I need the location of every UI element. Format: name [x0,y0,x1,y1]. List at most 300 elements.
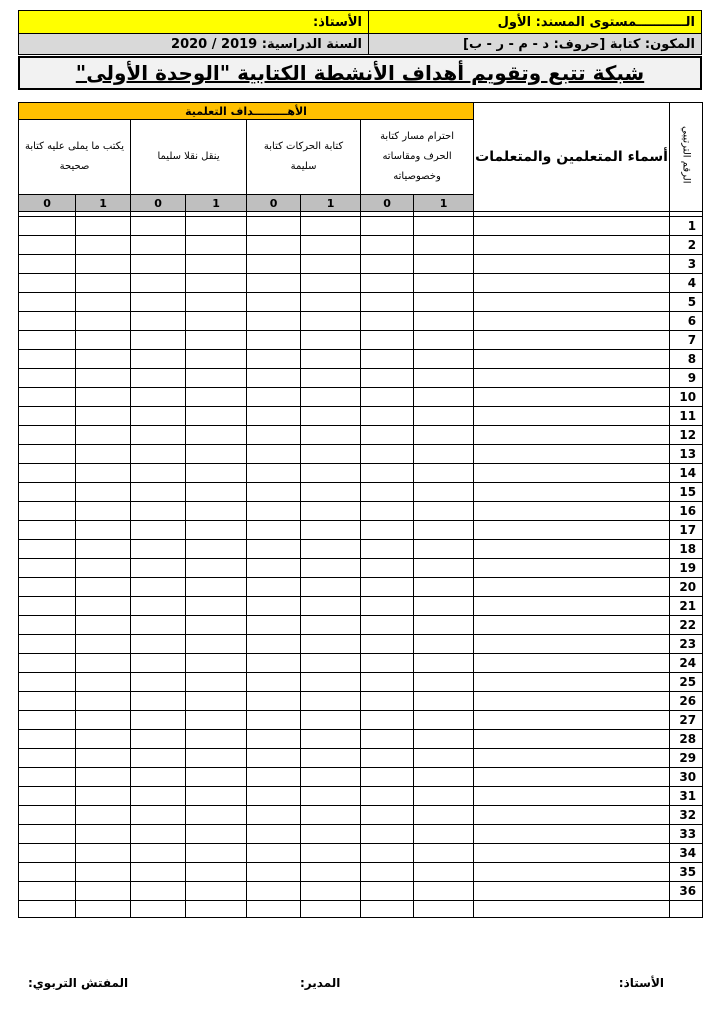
score-cell[interactable] [186,521,247,540]
score-cell[interactable] [301,540,361,559]
score-cell[interactable] [76,217,131,236]
score-cell[interactable] [131,711,186,730]
score-cell[interactable] [131,312,186,331]
score-cell[interactable] [19,369,76,388]
score-cell[interactable] [19,236,76,255]
score-cell[interactable] [361,388,414,407]
score-cell[interactable] [131,787,186,806]
score-cell[interactable] [19,844,76,863]
score-cell[interactable] [414,711,474,730]
score-cell[interactable] [414,540,474,559]
score-cell[interactable] [301,692,361,711]
student-name-cell[interactable] [474,806,670,825]
score-cell[interactable] [76,711,131,730]
score-cell[interactable] [247,217,301,236]
score-cell[interactable] [76,578,131,597]
student-name-cell[interactable] [474,540,670,559]
score-cell[interactable] [361,312,414,331]
score-cell[interactable] [361,711,414,730]
score-cell[interactable] [247,730,301,749]
score-cell[interactable] [131,559,186,578]
student-name-cell[interactable] [474,787,670,806]
student-name-cell[interactable] [474,407,670,426]
score-cell[interactable] [247,445,301,464]
score-cell[interactable] [186,749,247,768]
score-cell[interactable] [301,388,361,407]
score-cell[interactable] [414,749,474,768]
score-cell[interactable] [186,673,247,692]
student-name-cell[interactable] [474,844,670,863]
score-cell[interactable] [186,407,247,426]
score-cell[interactable] [247,464,301,483]
score-cell[interactable] [76,654,131,673]
score-cell[interactable] [301,844,361,863]
score-cell[interactable] [414,863,474,882]
student-name-cell[interactable] [474,255,670,274]
student-name-cell[interactable] [474,597,670,616]
score-cell[interactable] [186,635,247,654]
score-cell[interactable] [186,540,247,559]
score-cell[interactable] [301,635,361,654]
score-cell[interactable] [301,483,361,502]
score-cell[interactable] [186,825,247,844]
score-cell[interactable] [247,635,301,654]
student-name-cell[interactable] [474,882,670,901]
score-cell[interactable] [76,768,131,787]
score-cell[interactable] [76,749,131,768]
score-cell[interactable] [247,749,301,768]
score-cell[interactable] [186,806,247,825]
score-cell[interactable] [301,502,361,521]
score-cell[interactable] [19,768,76,787]
score-cell[interactable] [76,293,131,312]
score-cell[interactable] [19,255,76,274]
score-cell[interactable] [186,464,247,483]
score-cell[interactable] [247,768,301,787]
score-cell[interactable] [76,236,131,255]
score-cell[interactable] [19,578,76,597]
score-cell[interactable] [414,844,474,863]
score-cell[interactable] [247,597,301,616]
score-cell[interactable] [414,274,474,293]
score-cell[interactable] [361,483,414,502]
score-cell[interactable] [131,578,186,597]
score-cell[interactable] [361,730,414,749]
score-cell[interactable] [247,559,301,578]
score-cell[interactable] [76,426,131,445]
score-cell[interactable] [414,407,474,426]
score-cell[interactable] [131,369,186,388]
score-cell[interactable] [76,692,131,711]
score-cell[interactable] [19,787,76,806]
score-cell[interactable] [186,578,247,597]
student-name-cell[interactable] [474,692,670,711]
score-cell[interactable] [301,787,361,806]
score-cell[interactable] [247,654,301,673]
score-cell[interactable] [361,844,414,863]
score-cell[interactable] [247,426,301,445]
score-cell[interactable] [76,540,131,559]
score-cell[interactable] [76,312,131,331]
score-cell[interactable] [131,255,186,274]
score-cell[interactable] [186,692,247,711]
score-cell[interactable] [186,236,247,255]
score-cell[interactable] [186,331,247,350]
score-cell[interactable] [301,217,361,236]
score-cell[interactable] [131,445,186,464]
score-cell[interactable] [19,673,76,692]
score-cell[interactable] [19,483,76,502]
score-cell[interactable] [301,578,361,597]
score-cell[interactable] [19,350,76,369]
score-cell[interactable] [19,559,76,578]
score-cell[interactable] [131,825,186,844]
score-cell[interactable] [301,863,361,882]
score-cell[interactable] [19,331,76,350]
student-name-cell[interactable] [474,673,670,692]
student-name-cell[interactable] [474,217,670,236]
score-cell[interactable] [131,692,186,711]
score-cell[interactable] [301,597,361,616]
score-cell[interactable] [131,521,186,540]
score-cell[interactable] [247,692,301,711]
score-cell[interactable] [301,236,361,255]
score-cell[interactable] [76,806,131,825]
score-cell[interactable] [76,502,131,521]
score-cell[interactable] [19,882,76,901]
student-name-cell[interactable] [474,749,670,768]
score-cell[interactable] [76,882,131,901]
score-cell[interactable] [131,217,186,236]
score-cell[interactable] [247,350,301,369]
score-cell[interactable] [131,616,186,635]
student-name-cell[interactable] [474,236,670,255]
student-name-cell[interactable] [474,369,670,388]
score-cell[interactable] [186,255,247,274]
score-cell[interactable] [301,464,361,483]
student-name-cell[interactable] [474,730,670,749]
score-cell[interactable] [301,255,361,274]
score-cell[interactable] [19,445,76,464]
score-cell[interactable] [19,388,76,407]
score-cell[interactable] [414,312,474,331]
score-cell[interactable] [247,825,301,844]
score-cell[interactable] [301,616,361,635]
score-cell[interactable] [361,445,414,464]
score-cell[interactable] [186,844,247,863]
score-cell[interactable] [301,673,361,692]
score-cell[interactable] [186,559,247,578]
score-cell[interactable] [131,597,186,616]
score-cell[interactable] [131,407,186,426]
score-cell[interactable] [361,749,414,768]
student-name-cell[interactable] [474,312,670,331]
score-cell[interactable] [301,293,361,312]
score-cell[interactable] [361,274,414,293]
score-cell[interactable] [186,882,247,901]
score-cell[interactable] [414,597,474,616]
student-name-cell[interactable] [474,331,670,350]
score-cell[interactable] [131,464,186,483]
score-cell[interactable] [76,483,131,502]
score-cell[interactable] [361,597,414,616]
score-cell[interactable] [247,673,301,692]
score-cell[interactable] [414,768,474,787]
score-cell[interactable] [414,255,474,274]
score-cell[interactable] [19,293,76,312]
score-cell[interactable] [131,749,186,768]
score-cell[interactable] [19,312,76,331]
score-cell[interactable] [361,768,414,787]
score-cell[interactable] [301,749,361,768]
score-cell[interactable] [414,882,474,901]
score-cell[interactable] [247,388,301,407]
score-cell[interactable] [361,236,414,255]
score-cell[interactable] [414,673,474,692]
score-cell[interactable] [414,806,474,825]
score-cell[interactable] [186,369,247,388]
score-cell[interactable] [414,350,474,369]
score-cell[interactable] [361,616,414,635]
score-cell[interactable] [131,863,186,882]
score-cell[interactable] [131,350,186,369]
score-cell[interactable] [19,825,76,844]
score-cell[interactable] [361,217,414,236]
student-name-cell[interactable] [474,578,670,597]
score-cell[interactable] [414,445,474,464]
score-cell[interactable] [247,312,301,331]
score-cell[interactable] [131,502,186,521]
score-cell[interactable] [301,559,361,578]
score-cell[interactable] [19,521,76,540]
student-name-cell[interactable] [474,388,670,407]
score-cell[interactable] [301,806,361,825]
score-cell[interactable] [247,274,301,293]
score-cell[interactable] [247,540,301,559]
score-cell[interactable] [247,844,301,863]
score-cell[interactable] [76,521,131,540]
student-name-cell[interactable] [474,616,670,635]
score-cell[interactable] [131,654,186,673]
score-cell[interactable] [76,673,131,692]
score-cell[interactable] [414,217,474,236]
score-cell[interactable] [247,578,301,597]
score-cell[interactable] [247,787,301,806]
score-cell[interactable] [131,483,186,502]
score-cell[interactable] [247,407,301,426]
score-cell[interactable] [186,388,247,407]
score-cell[interactable] [186,730,247,749]
score-cell[interactable] [186,711,247,730]
score-cell[interactable] [247,616,301,635]
student-name-cell[interactable] [474,293,670,312]
score-cell[interactable] [131,331,186,350]
score-cell[interactable] [76,597,131,616]
score-cell[interactable] [301,426,361,445]
score-cell[interactable] [414,236,474,255]
student-name-cell[interactable] [474,502,670,521]
score-cell[interactable] [414,464,474,483]
score-cell[interactable] [247,255,301,274]
student-name-cell[interactable] [474,654,670,673]
score-cell[interactable] [76,616,131,635]
score-cell[interactable] [414,483,474,502]
score-cell[interactable] [361,692,414,711]
score-cell[interactable] [186,787,247,806]
score-cell[interactable] [19,616,76,635]
score-cell[interactable] [19,806,76,825]
score-cell[interactable] [131,426,186,445]
student-name-cell[interactable] [474,483,670,502]
score-cell[interactable] [19,692,76,711]
score-cell[interactable] [414,502,474,521]
score-cell[interactable] [361,426,414,445]
score-cell[interactable] [361,407,414,426]
score-cell[interactable] [247,369,301,388]
score-cell[interactable] [131,882,186,901]
score-cell[interactable] [301,350,361,369]
score-cell[interactable] [131,293,186,312]
score-cell[interactable] [186,312,247,331]
score-cell[interactable] [131,540,186,559]
score-cell[interactable] [414,616,474,635]
score-cell[interactable] [186,863,247,882]
score-cell[interactable] [19,274,76,293]
score-cell[interactable] [76,825,131,844]
score-cell[interactable] [19,502,76,521]
score-cell[interactable] [414,369,474,388]
score-cell[interactable] [247,711,301,730]
score-cell[interactable] [247,483,301,502]
score-cell[interactable] [186,445,247,464]
score-cell[interactable] [301,331,361,350]
score-cell[interactable] [301,768,361,787]
score-cell[interactable] [131,236,186,255]
score-cell[interactable] [361,369,414,388]
student-name-cell[interactable] [474,635,670,654]
score-cell[interactable] [131,844,186,863]
score-cell[interactable] [19,635,76,654]
score-cell[interactable] [361,502,414,521]
score-cell[interactable] [19,464,76,483]
score-cell[interactable] [361,635,414,654]
score-cell[interactable] [414,730,474,749]
score-cell[interactable] [19,217,76,236]
score-cell[interactable] [301,274,361,293]
student-name-cell[interactable] [474,559,670,578]
score-cell[interactable] [19,407,76,426]
score-cell[interactable] [131,730,186,749]
score-cell[interactable] [414,521,474,540]
score-cell[interactable] [247,236,301,255]
score-cell[interactable] [19,540,76,559]
score-cell[interactable] [76,407,131,426]
score-cell[interactable] [301,445,361,464]
score-cell[interactable] [76,844,131,863]
score-cell[interactable] [19,654,76,673]
score-cell[interactable] [247,502,301,521]
student-name-cell[interactable] [474,768,670,787]
score-cell[interactable] [19,730,76,749]
student-name-cell[interactable] [474,445,670,464]
score-cell[interactable] [301,312,361,331]
score-cell[interactable] [186,502,247,521]
score-cell[interactable] [414,635,474,654]
score-cell[interactable] [76,369,131,388]
score-cell[interactable] [186,597,247,616]
score-cell[interactable] [186,426,247,445]
score-cell[interactable] [301,521,361,540]
score-cell[interactable] [186,274,247,293]
student-name-cell[interactable] [474,464,670,483]
score-cell[interactable] [361,787,414,806]
student-name-cell[interactable] [474,863,670,882]
score-cell[interactable] [131,673,186,692]
score-cell[interactable] [76,863,131,882]
score-cell[interactable] [361,578,414,597]
score-cell[interactable] [414,787,474,806]
score-cell[interactable] [131,635,186,654]
score-cell[interactable] [19,749,76,768]
score-cell[interactable] [76,274,131,293]
score-cell[interactable] [361,521,414,540]
score-cell[interactable] [414,331,474,350]
score-cell[interactable] [301,730,361,749]
score-cell[interactable] [301,369,361,388]
score-cell[interactable] [301,825,361,844]
score-cell[interactable] [414,654,474,673]
student-name-cell[interactable] [474,521,670,540]
score-cell[interactable] [361,654,414,673]
student-name-cell[interactable] [474,426,670,445]
score-cell[interactable] [76,635,131,654]
score-cell[interactable] [361,464,414,483]
score-cell[interactable] [186,217,247,236]
score-cell[interactable] [247,863,301,882]
score-cell[interactable] [76,350,131,369]
score-cell[interactable] [76,730,131,749]
score-cell[interactable] [247,331,301,350]
score-cell[interactable] [186,293,247,312]
score-cell[interactable] [414,388,474,407]
score-cell[interactable] [131,806,186,825]
score-cell[interactable] [247,882,301,901]
score-cell[interactable] [19,426,76,445]
score-cell[interactable] [247,806,301,825]
score-cell[interactable] [19,863,76,882]
score-cell[interactable] [186,768,247,787]
score-cell[interactable] [131,768,186,787]
score-cell[interactable] [186,654,247,673]
score-cell[interactable] [186,350,247,369]
score-cell[interactable] [361,293,414,312]
score-cell[interactable] [414,825,474,844]
score-cell[interactable] [76,787,131,806]
score-cell[interactable] [76,255,131,274]
score-cell[interactable] [76,388,131,407]
score-cell[interactable] [186,483,247,502]
score-cell[interactable] [361,350,414,369]
student-name-cell[interactable] [474,711,670,730]
score-cell[interactable] [414,578,474,597]
score-cell[interactable] [19,597,76,616]
score-cell[interactable] [361,825,414,844]
score-cell[interactable] [414,692,474,711]
score-cell[interactable] [361,863,414,882]
score-cell[interactable] [76,445,131,464]
score-cell[interactable] [76,464,131,483]
score-cell[interactable] [361,806,414,825]
